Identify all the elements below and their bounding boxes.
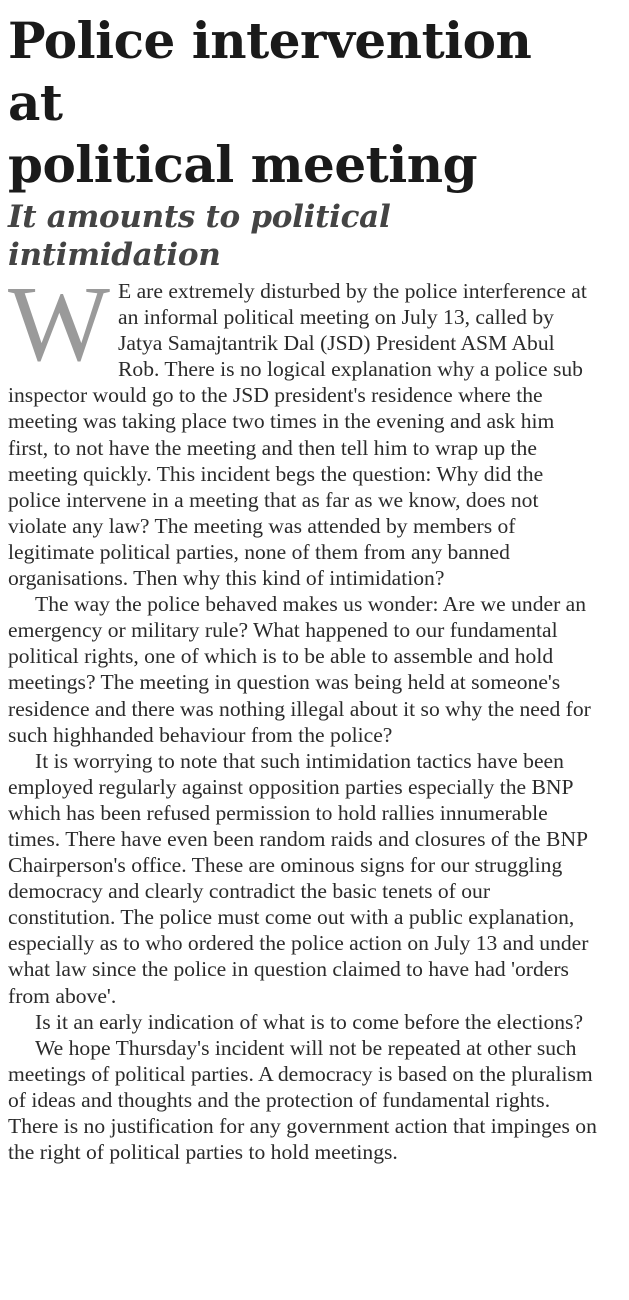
paragraph-2: The way the police behaved makes us wonder: Are we under an emergency or military rule? What happened to our fundamental political rights, one of which is to be able to assemble and hold meetings? The meeting in question was being held at someone's residence and there was nothing illegal about it so why the need for such highhanded behaviour from the police? xyxy=(8,592,591,747)
paragraph-4: Is it an early indication of what is to come before the elections? xyxy=(35,1009,584,1034)
paragraph-1-text: E are extremely disturbed by the police interference at an informal political meeting on July 13, called by Jatya Samajtantrik Dal (JSD) President ASM Abul Rob. There is no logical explanation why a police sub inspector would go to the JSD president's residence where the meeting was taking place two times in the evening and ask him first, to not have the meeting and then tell him to wrap up the meeting quickly. This incident begs the question: Why did the police intervene in a meeting that as far as we know, does not violate any law? The meeting was attended by members of legitimate political parties, none of them from any banned organisations. Then why this kind of intimidation? xyxy=(8,279,587,591)
headline-line-1: Police intervention at xyxy=(8,11,532,132)
drop-cap: W xyxy=(8,265,110,384)
headline-line-2: political meeting xyxy=(8,135,478,194)
paragraph-3: It is worrying to note that such intimidation tactics have been employed regularly against opposition parties especially the BNP which has been refused permission to hold rallies innumerable times. There have even been random raids and closures of the BNP Chairperson's office. These are ominous signs for our struggling democracy and clearly contradict the basic tenets of our constitution. The police must come out with a public explanation, especially as to who ordered the police action on July 13 and under what law since the police in question claimed to have had 'orders from above'. xyxy=(8,748,589,1008)
paragraph-1 xyxy=(8,265,598,591)
headline xyxy=(8,10,598,196)
subheadline: It amounts to political intimidation xyxy=(8,199,391,273)
article xyxy=(8,10,598,1165)
paragraph-5: We hope Thursday's incident will not be repeated at other such meetings of political parties. A democracy is based on the pluralism of ideas and thoughts and the protection of fundamental rights. There is no justification for any government action that impinges on the right of political parties to hold meetings. xyxy=(8,1035,597,1165)
article-body xyxy=(8,265,598,1165)
